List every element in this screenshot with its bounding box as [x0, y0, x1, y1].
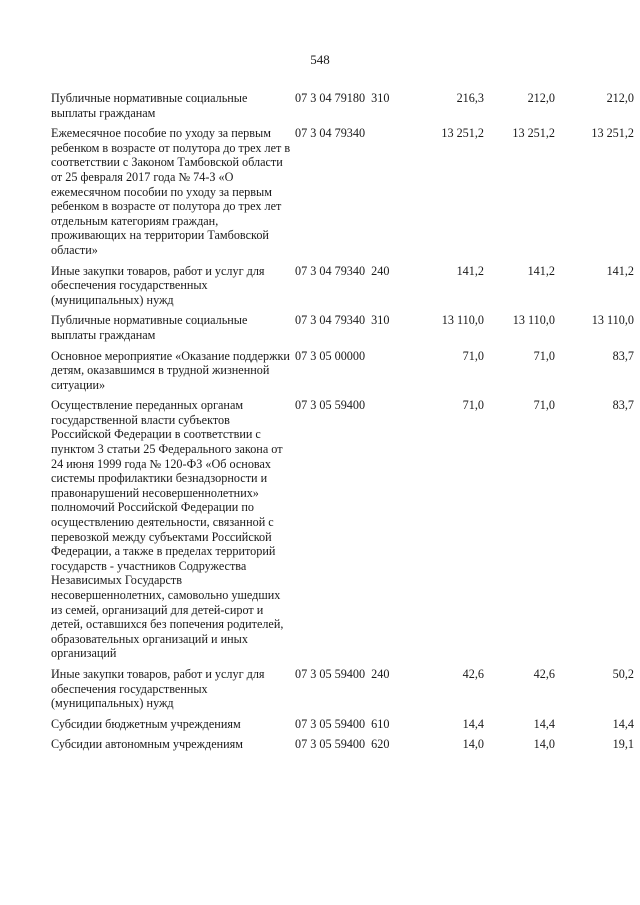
row-code: 07 3 05 59400 240	[295, 666, 390, 681]
row-value-1: 14,4	[462, 716, 484, 731]
row-value-2: 71,0	[533, 398, 555, 413]
row-value-3: 141,2	[606, 263, 634, 278]
row-code: 07 3 05 59400 610	[295, 716, 390, 731]
row-value-1: 13 110,0	[441, 313, 484, 328]
row-value-1: 71,0	[462, 348, 484, 363]
row-value-3: 212,0	[606, 91, 634, 105]
row-code: 07 3 04 79180 310	[295, 91, 390, 105]
row-name: Субсидии автономным учреждениям	[51, 737, 243, 752]
row-name: Иные закупки товаров, работ и услуг для обеспечения государственных (муниципальных) нужд	[51, 666, 265, 711]
row-value-2: 71,0	[533, 348, 555, 363]
row-code: 07 3 05 59400 620	[295, 737, 390, 752]
row-value-3: 83,7	[612, 348, 634, 363]
row-code: 07 3 04 79340 310	[295, 313, 390, 328]
row-value-1: 71,0	[462, 398, 484, 413]
row-value-1: 42,6	[462, 666, 484, 681]
row-value-2: 13 251,2	[512, 126, 555, 141]
row-value-2: 141,2	[527, 263, 555, 278]
row-value-3: 83,7	[612, 398, 634, 413]
budget-table	[51, 91, 634, 758]
row-name: Субсидии бюджетным учреждениям	[51, 716, 241, 731]
row-value-3: 13 110,0	[591, 313, 634, 328]
row-name: Публичные нормативные социальные выплаты гражданам	[51, 91, 248, 120]
table-row	[51, 264, 634, 314]
row-value-2: 14,4	[533, 716, 555, 731]
row-value-3: 13 251,2	[591, 126, 634, 141]
row-value-3: 50,2	[612, 666, 634, 681]
row-name: Ежемесячное пособие по уходу за первым ребенком в возрасте от полутора до трех лет в соответствии с Законом Тамбовской области от 25 февраля 2017 года № 74-З «О ежемесячном пособии по уходу за первым ребенком в возрасте от полутора до трех лет отдельным категориям граждан, проживающих на территории Тамбовской области»	[51, 126, 291, 257]
row-value-2: 13 110,0	[512, 313, 555, 328]
table-row	[51, 667, 634, 717]
table-row	[51, 398, 634, 667]
row-value-3: 19,1	[612, 737, 634, 752]
row-value-2: 212,0	[527, 91, 555, 105]
row-value-1: 13 251,2	[441, 126, 484, 141]
row-name: Публичные нормативные социальные выплаты гражданам	[51, 313, 248, 342]
row-code: 07 3 05 59400	[295, 398, 366, 413]
table-row	[51, 349, 634, 399]
row-value-2: 42,6	[533, 666, 555, 681]
row-value-1: 216,3	[456, 91, 484, 105]
table-row	[51, 91, 634, 126]
row-value-2: 14,0	[533, 737, 555, 752]
row-code: 07 3 04 79340 240	[295, 263, 390, 278]
row-value-3: 14,4	[612, 716, 634, 731]
row-name: Основное мероприятие «Оказание поддержки детям, оказавшимся в трудной жизненной ситуации»	[51, 348, 290, 392]
row-code: 07 3 05 00000	[295, 348, 366, 363]
row-name: Осуществление переданных органам государственной власти субъектов Российской Федерации в соответствии с пунктом 3 статьи 25 Федерального закона от 24 июня 1999 года № 120-ФЗ «Об основах системы профилактики безнадзорности и правонарушений несовершеннолетних» полномочий Российской Федерации по осуществлению деятельности, связанной с перевозкой между субъектами Российской Федерации, а также в пределах территорий государств - участников Содружества Независимых Государств несовершеннолетних, самовольно ушедших из семей, организаций для детей-сирот и детей, оставшихся без попечения родителей, образовательных организаций и иных организаций	[51, 398, 284, 661]
table-row	[51, 737, 634, 758]
table-row	[51, 313, 634, 348]
table-row	[51, 126, 634, 263]
page-number: 548	[310, 52, 330, 67]
row-value-1: 141,2	[456, 263, 484, 278]
row-name: Иные закупки товаров, работ и услуг для обеспечения государственных (муниципальных) нужд	[51, 263, 265, 307]
row-code: 07 3 04 79340	[295, 126, 366, 141]
table-row	[51, 717, 634, 738]
row-value-1: 14,0	[462, 737, 484, 752]
